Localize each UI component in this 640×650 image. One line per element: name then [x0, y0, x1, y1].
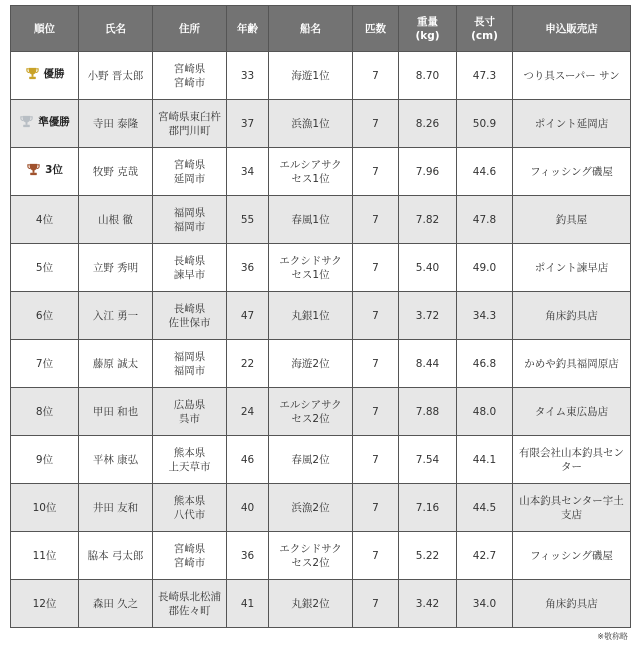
- length-cell: 34.0: [457, 580, 513, 628]
- boat-cell: エクシドサク セス1位: [269, 244, 353, 292]
- header-shop: 申込販売店: [513, 6, 631, 52]
- name-cell: 甲田 和也: [79, 388, 153, 436]
- table-row: [11, 340, 631, 388]
- rank-cell: [11, 388, 79, 436]
- table-row: [11, 148, 631, 196]
- shop-cell: 有限会社山本釣具セン ター: [513, 436, 631, 484]
- boat-cell: 丸銀1位: [269, 292, 353, 340]
- header-age: 年齢: [227, 6, 269, 52]
- boat-cell: 春風1位: [269, 196, 353, 244]
- shop-cell: かめや釣具福岡原店: [513, 340, 631, 388]
- boat-cell: 春風2位: [269, 436, 353, 484]
- bronze-trophy-icon: [26, 162, 41, 177]
- length-cell: 34.3: [457, 292, 513, 340]
- boat-cell: 海遊2位: [269, 340, 353, 388]
- name-cell: 藤原 誠太: [79, 340, 153, 388]
- weight-cell: 8.26: [399, 100, 457, 148]
- address-cell: 熊本県 八代市: [153, 484, 227, 532]
- boat-cell: 浜漁2位: [269, 484, 353, 532]
- address-cell: 宮崎県 宮崎市: [153, 532, 227, 580]
- rank-label: 3位: [45, 163, 63, 176]
- table-row: [11, 436, 631, 484]
- rank-cell: [11, 292, 79, 340]
- name-cell: 牧野 克哉: [79, 148, 153, 196]
- name-cell: 小野 晋太郎: [79, 52, 153, 100]
- length-cell: 47.3: [457, 52, 513, 100]
- boat-cell: 浜漁1位: [269, 100, 353, 148]
- gold-trophy-icon: [25, 66, 40, 81]
- boat-cell: エルシアサク セス2位: [269, 388, 353, 436]
- header-boat: 船名: [269, 6, 353, 52]
- shop-cell: 釣具屋: [513, 196, 631, 244]
- name-cell: 山根 徹: [79, 196, 153, 244]
- age-cell: 55: [227, 196, 269, 244]
- count-cell: 7: [353, 340, 399, 388]
- honorifics-note: ※敬称略: [597, 632, 628, 641]
- name-cell: 脇本 弓太郎: [79, 532, 153, 580]
- length-cell: 44.1: [457, 436, 513, 484]
- weight-cell: 3.72: [399, 292, 457, 340]
- name-cell: 井田 友和: [79, 484, 153, 532]
- shop-cell: ポイント延岡店: [513, 100, 631, 148]
- length-cell: 44.5: [457, 484, 513, 532]
- weight-cell: 3.42: [399, 580, 457, 628]
- header-address: 住所: [153, 6, 227, 52]
- table-row: [11, 100, 631, 148]
- name-cell: 立野 秀明: [79, 244, 153, 292]
- age-cell: 37: [227, 100, 269, 148]
- age-cell: 36: [227, 532, 269, 580]
- count-cell: 7: [353, 196, 399, 244]
- rank-cell: [11, 484, 79, 532]
- weight-cell: 7.16: [399, 484, 457, 532]
- count-cell: 7: [353, 580, 399, 628]
- weight-cell: 8.70: [399, 52, 457, 100]
- table-row: [11, 52, 631, 100]
- shop-cell: 山本釣具センター宇土 支店: [513, 484, 631, 532]
- rank-label: 優勝: [43, 67, 65, 80]
- rank-cell: [11, 436, 79, 484]
- count-cell: 7: [353, 244, 399, 292]
- address-cell: 福岡県 福岡市: [153, 340, 227, 388]
- rank-label: 準優勝: [38, 115, 70, 128]
- table-row: [11, 532, 631, 580]
- count-cell: 7: [353, 100, 399, 148]
- age-cell: 46: [227, 436, 269, 484]
- table-row: [11, 580, 631, 628]
- name-cell: 平林 康弘: [79, 436, 153, 484]
- length-cell: 50.9: [457, 100, 513, 148]
- rank-cell: [11, 244, 79, 292]
- table-row: [11, 388, 631, 436]
- header-count: 匹数: [353, 6, 399, 52]
- shop-cell: タイム東広島店: [513, 388, 631, 436]
- rank-label: 5位: [35, 261, 54, 274]
- age-cell: 22: [227, 340, 269, 388]
- name-cell: 森田 久之: [79, 580, 153, 628]
- rank-cell: [11, 100, 79, 148]
- address-cell: 長崎県 諫早市: [153, 244, 227, 292]
- count-cell: 7: [353, 388, 399, 436]
- count-cell: 7: [353, 484, 399, 532]
- length-cell: 46.8: [457, 340, 513, 388]
- shop-cell: ポイント諫早店: [513, 244, 631, 292]
- table-row: [11, 244, 631, 292]
- rank-label: 8位: [35, 405, 54, 418]
- name-cell: 入江 勇一: [79, 292, 153, 340]
- rank-cell: [11, 340, 79, 388]
- age-cell: 41: [227, 580, 269, 628]
- weight-cell: 7.82: [399, 196, 457, 244]
- age-cell: 47: [227, 292, 269, 340]
- length-cell: 49.0: [457, 244, 513, 292]
- length-cell: 44.6: [457, 148, 513, 196]
- shop-cell: 角床釣具店: [513, 292, 631, 340]
- header-weight: 重量 (kg): [399, 6, 457, 52]
- address-cell: 福岡県 福岡市: [153, 196, 227, 244]
- count-cell: 7: [353, 436, 399, 484]
- silver-trophy-icon: [19, 114, 34, 129]
- rank-label: 10位: [32, 501, 57, 514]
- weight-cell: 8.44: [399, 340, 457, 388]
- rank-label: 9位: [35, 453, 54, 466]
- address-cell: 宮崎県東臼杵 郡門川町: [153, 100, 227, 148]
- address-cell: 熊本県 上天草市: [153, 436, 227, 484]
- weight-cell: 7.54: [399, 436, 457, 484]
- count-cell: 7: [353, 148, 399, 196]
- address-cell: 広島県 呉市: [153, 388, 227, 436]
- header-length: 長寸 (cm): [457, 6, 513, 52]
- length-cell: 48.0: [457, 388, 513, 436]
- rank-label: 6位: [35, 309, 54, 322]
- table-row: [11, 484, 631, 532]
- age-cell: 40: [227, 484, 269, 532]
- boat-cell: エルシアサク セス1位: [269, 148, 353, 196]
- rank-cell: [11, 580, 79, 628]
- results-table: [10, 5, 631, 628]
- boat-cell: 丸銀2位: [269, 580, 353, 628]
- age-cell: 24: [227, 388, 269, 436]
- header-rank: 順位: [11, 6, 79, 52]
- header-row: [11, 6, 631, 52]
- age-cell: 34: [227, 148, 269, 196]
- address-cell: 長崎県 佐世保市: [153, 292, 227, 340]
- rank-label: 12位: [32, 597, 57, 610]
- rank-label: 7位: [35, 357, 54, 370]
- length-cell: 47.8: [457, 196, 513, 244]
- length-cell: 42.7: [457, 532, 513, 580]
- rank-cell: [11, 196, 79, 244]
- shop-cell: フィッシング磯屋: [513, 148, 631, 196]
- weight-cell: 7.96: [399, 148, 457, 196]
- rank-cell: [11, 532, 79, 580]
- shop-cell: 角床釣具店: [513, 580, 631, 628]
- table-row: [11, 196, 631, 244]
- shop-cell: つり具スーパー サン: [513, 52, 631, 100]
- rank-cell: [11, 148, 79, 196]
- boat-cell: 海遊1位: [269, 52, 353, 100]
- count-cell: 7: [353, 292, 399, 340]
- shop-cell: フィッシング磯屋: [513, 532, 631, 580]
- rank-label: 11位: [32, 549, 57, 562]
- address-cell: 宮崎県 宮崎市: [153, 52, 227, 100]
- name-cell: 寺田 泰隆: [79, 100, 153, 148]
- address-cell: 長崎県北松浦 郡佐々町: [153, 580, 227, 628]
- weight-cell: 5.40: [399, 244, 457, 292]
- boat-cell: エクシドサク セス2位: [269, 532, 353, 580]
- weight-cell: 5.22: [399, 532, 457, 580]
- address-cell: 宮崎県 延岡市: [153, 148, 227, 196]
- age-cell: 36: [227, 244, 269, 292]
- weight-cell: 7.88: [399, 388, 457, 436]
- rank-cell: [11, 52, 79, 100]
- count-cell: 7: [353, 532, 399, 580]
- rank-label: 4位: [35, 213, 54, 226]
- table-row: [11, 292, 631, 340]
- age-cell: 33: [227, 52, 269, 100]
- header-name: 氏名: [79, 6, 153, 52]
- count-cell: 7: [353, 52, 399, 100]
